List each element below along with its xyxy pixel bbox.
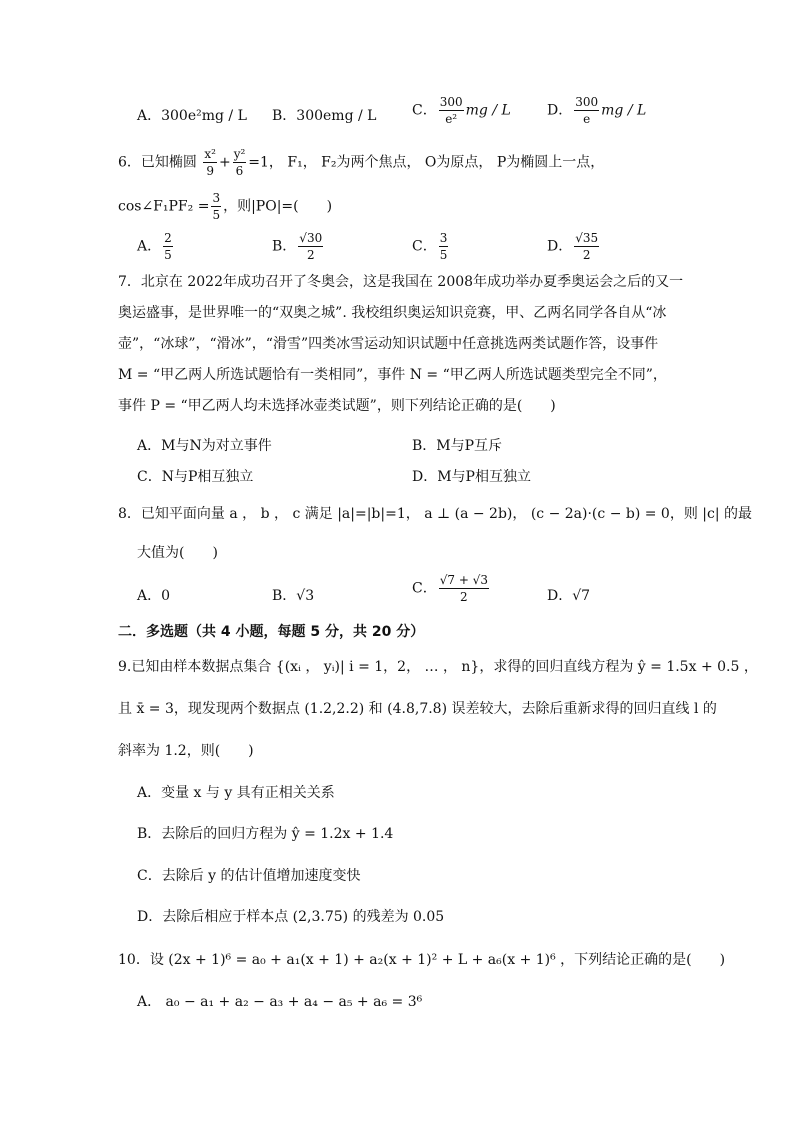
q5-c-fraction: $\frac{300}{\text{e²}}$ bbox=[439, 95, 463, 126]
section-heading-multi-choice: 二．多选题（共 4 小题，每题 5 分，共 20 分） bbox=[118, 624, 425, 640]
q9-option-b: B．去除后的回归方程为 ŷ = 1.2x + 1.4 bbox=[137, 826, 394, 842]
q7-option-b: B．M与P互斥 bbox=[412, 438, 503, 454]
q10-option-a: A． a₀ − a₁ + a₂ − a₃ + a₄ − a₅ + a₆ = 3⁶ bbox=[137, 994, 423, 1010]
q9-option-d: D．去除后相应于样本点 (2,3.75) 的残差为 0.05 bbox=[137, 909, 445, 925]
q6-stem-line1: 6．已知椭圆 $\frac{\text{x²}}{9}$ + $\frac{\text{y²}}{6}$ =1， F₁， F₂为两个焦点， O为原点， P为椭圆上一点， bbox=[118, 147, 605, 178]
q9-stem-line2: 且 x̄ = 3，现发现两个数据点 (1.2,2.2) 和 (4.8,7.8) 误差较大，去除后重新求得的回归直线 l 的 bbox=[118, 701, 717, 717]
q6-option-a: A． $\frac{2}{5}$ bbox=[137, 231, 172, 262]
q5-option-d: D． $\frac{300}{e}$ mg / L bbox=[547, 95, 647, 126]
q6-option-b: B． $\frac{√30}{2}$ bbox=[272, 231, 323, 262]
q10-stem-line1: 10．设 (2x + 1)⁶ = a₀ + a₁(x + 1) + a₂(x + 1)² + L + a₆(x + 1)⁶ ，下列结论正确的是( ) bbox=[118, 952, 726, 968]
q6-stem-line2: cos∠F₁PF₂ = $\frac{3}{5}$ ，则|PO|=( ) bbox=[118, 191, 333, 222]
q9-stem-line3: 斜率为 1.2，则( ) bbox=[118, 743, 254, 759]
q8-stem-line1: 8．已知平面向量 a ， b ， c 满足 |a|=|b|=1， a ⊥ (a − 2b)， (c − 2a)·(c − b) = 0，则 |c| 的最 bbox=[118, 506, 753, 522]
q7-stem-line1: 7．北京在 2022年成功召开了冬奥会，这是我国在 2008年成功举办夏季奥运会之后的又一 bbox=[118, 274, 684, 290]
q7-option-d: D．M与P相互独立 bbox=[412, 469, 531, 485]
q7-stem-line3: 壶”，“冰球”，“滑冰”，“滑雪”四类冰雪运动知识试题中任意挑选两类试题作答，设事件 bbox=[118, 336, 659, 352]
q7-stem-line2: 奥运盛事，是世界唯一的“双奥之城”. 我校组织奥运知识竞赛，甲、乙两名同学各自从“冰 bbox=[118, 305, 667, 321]
q8-option-b: B．√3 bbox=[272, 588, 315, 604]
q7-option-a: A．M与N为对立事件 bbox=[137, 438, 272, 454]
q9-option-c: C．去除后 y 的估计值增加速度变快 bbox=[137, 868, 361, 884]
q5-option-b: B．300emg / L bbox=[272, 108, 377, 124]
q6-y-fraction: $\frac{\text{y²}}{6}$ bbox=[233, 147, 246, 178]
q9-option-a: A．变量 x 与 y 具有正相关关系 bbox=[137, 785, 335, 801]
q7-option-c: C．N与P相互独立 bbox=[137, 469, 254, 485]
q6-cos-fraction: $\frac{3}{5}$ bbox=[212, 191, 221, 222]
q9-stem-line1: 9.已知由样本数据点集合 {(xᵢ ， yᵢ)| i = 1，2， … ， n}，求得的回归直线方程为 ŷ = 1.5x + 0.5 ， bbox=[118, 659, 758, 675]
q5-option-a: A．300e²mg / L bbox=[137, 108, 247, 124]
q6-option-d: D． $\frac{√35}{2}$ bbox=[547, 231, 599, 262]
q6-option-c: C． $\frac{3}{5}$ bbox=[412, 231, 448, 262]
q6-x-fraction: $\frac{\text{x²}}{9}$ bbox=[204, 147, 216, 178]
q7-stem-line4: M = “甲乙两人所选试题恰有一类相同”，事件 N = “甲乙两人所选试题类型完全不同”， bbox=[118, 367, 667, 383]
q8-option-c: C． $\frac{√7 + √3}{2}$ bbox=[412, 573, 488, 604]
q5-d-fraction: $\frac{300}{e}$ bbox=[575, 95, 599, 126]
q7-stem-line5: 事件 P = “甲乙两人均未选择冰壶类试题”，则下列结论正确的是( ) bbox=[118, 398, 556, 414]
q8-stem-line2: 大值为( ) bbox=[137, 545, 218, 561]
q8-option-a: A．0 bbox=[137, 588, 171, 604]
q5-option-c: C． $\frac{300}{\text{e²}}$ mg / L bbox=[412, 95, 511, 126]
q8-option-d: D．√7 bbox=[547, 588, 591, 604]
